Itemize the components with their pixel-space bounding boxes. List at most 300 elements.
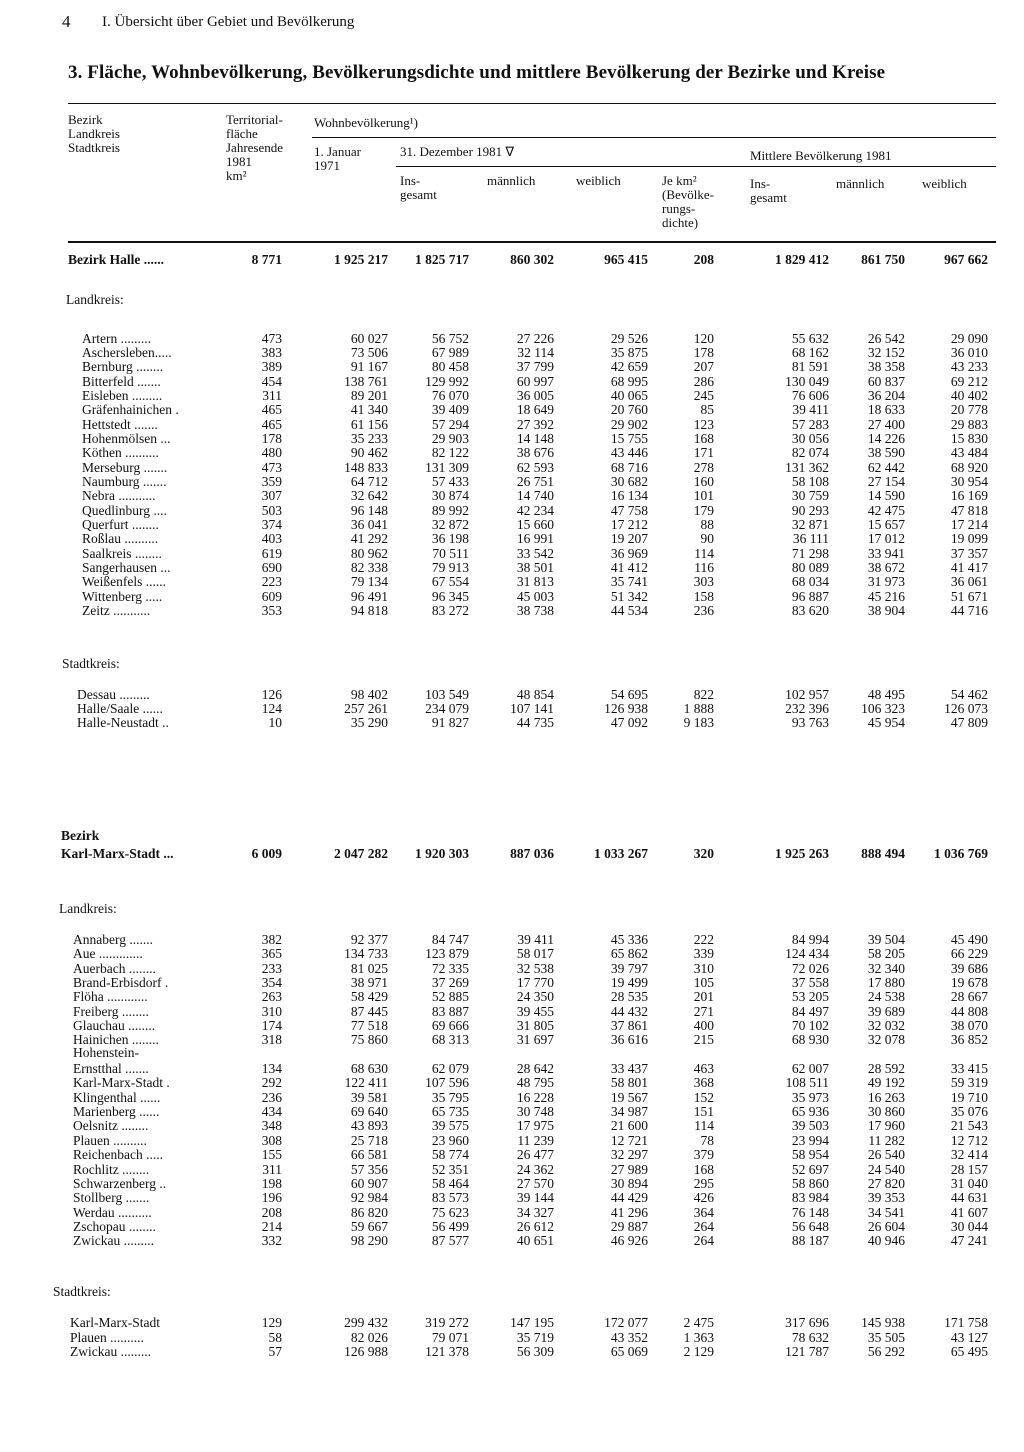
cell-5: 47 092 — [610, 715, 648, 730]
cell-5: 43 352 — [610, 1330, 648, 1345]
cell-4: 30 748 — [516, 1104, 554, 1119]
row-name: Zwickau ......... — [70, 1344, 151, 1359]
cell-1: 57 — [268, 1344, 282, 1359]
cell-6: 9 183 — [683, 715, 714, 730]
cell-1: 10 — [268, 715, 282, 730]
cell-2: 98 402 — [350, 687, 388, 702]
cell-8: 49 192 — [867, 1075, 905, 1090]
cell-6: 2 475 — [683, 1315, 714, 1330]
row-name: Dessau ......... — [77, 687, 150, 702]
cell-1: 619 — [261, 546, 282, 561]
bezirk-total-row — [0, 846, 1024, 861]
table-row — [0, 1162, 1024, 1177]
cell-4: 27 392 — [516, 417, 554, 432]
cell-6: 2 129 — [683, 1344, 714, 1359]
cell-1: 503 — [261, 503, 282, 518]
cell-3: 52 351 — [431, 1162, 469, 1177]
cell-2: 58 429 — [350, 989, 388, 1004]
row-name: Halle-Neustadt .. — [77, 715, 169, 730]
cell-1: 389 — [261, 359, 282, 374]
cell-8: 26 540 — [867, 1147, 905, 1162]
cell-8: 27 820 — [867, 1176, 905, 1191]
cell-6: 160 — [693, 474, 714, 489]
cell-2: 60 907 — [350, 1176, 388, 1191]
row-name: Oelsnitz ........ — [73, 1118, 149, 1133]
cell-2: 82 026 — [350, 1330, 388, 1345]
cell-5: 35 875 — [610, 345, 648, 360]
cell-1: 292 — [261, 1075, 282, 1090]
cell-1: 198 — [261, 1176, 282, 1191]
cell-1: 382 — [261, 932, 282, 947]
cell-8: 48 495 — [867, 687, 905, 702]
cell-7: 131 362 — [785, 460, 829, 475]
cell-4: 18 649 — [516, 402, 554, 417]
cell-9: 28 667 — [950, 989, 988, 1004]
cell-7: 68 930 — [791, 1032, 829, 1047]
cell-6: 303 — [693, 574, 714, 589]
table-row — [0, 589, 1024, 604]
cell-7: 68 034 — [791, 574, 829, 589]
cell-6: 400 — [693, 1018, 714, 1033]
cell-5: 30 894 — [610, 1176, 648, 1191]
cell-5: 33 437 — [610, 1061, 648, 1076]
cell-9: 43 233 — [950, 359, 988, 374]
cell-6: 426 — [693, 1190, 714, 1205]
row-name: Marienberg ...... — [73, 1104, 160, 1119]
cell-2: 96 491 — [350, 589, 388, 604]
cell-1: 58 — [268, 1330, 282, 1345]
cell-9: 32 414 — [950, 1147, 988, 1162]
cell-1: 609 — [261, 589, 282, 604]
cell-9: 54 462 — [950, 687, 988, 702]
cell-8: 17 012 — [867, 531, 905, 546]
cell-6: 120 — [693, 331, 714, 346]
cell-7: 68 162 — [791, 345, 829, 360]
cell-4: 28 642 — [516, 1061, 554, 1076]
cell-6: 78 — [700, 1133, 714, 1148]
cell-7: 39 411 — [792, 402, 829, 417]
cell-2: 77 518 — [350, 1018, 388, 1033]
row-name: Wittenberg ..... — [82, 589, 163, 604]
row-name: Karl-Marx-Stadt — [70, 1315, 160, 1330]
cell-7: 53 205 — [791, 989, 829, 1004]
cell-4: 44 735 — [516, 715, 554, 730]
cell-1: 196 — [261, 1190, 282, 1205]
cell-9: 68 920 — [950, 460, 988, 475]
cell-1: 354 — [261, 975, 282, 990]
cell-2: 86 820 — [350, 1205, 388, 1220]
cell-3: 29 903 — [431, 431, 469, 446]
cell-7: 96 887 — [791, 589, 829, 604]
cell-7: 62 007 — [791, 1061, 829, 1076]
header-bottom-rule — [68, 241, 996, 243]
cell-8: 36 204 — [867, 388, 905, 403]
cell-3: 1 920 303 — [415, 846, 469, 861]
cell-5: 172 077 — [604, 1315, 648, 1330]
cell-7: 32 871 — [791, 517, 829, 532]
cell-2: 299 432 — [344, 1315, 388, 1330]
cell-8: 32 032 — [867, 1018, 905, 1033]
cell-9: 44 716 — [950, 603, 988, 618]
cell-6: 222 — [693, 932, 714, 947]
cell-1: 383 — [261, 345, 282, 360]
cell-5: 41 296 — [610, 1205, 648, 1220]
row-name: Roßlau .......... — [82, 531, 159, 546]
cell-5: 20 760 — [610, 402, 648, 417]
cell-9: 29 883 — [950, 417, 988, 432]
cell-2: 2 047 282 — [334, 846, 388, 861]
row-name: Gräfenhainichen . — [82, 402, 179, 417]
cell-8: 40 946 — [867, 1233, 905, 1248]
header-maennlich: männlich — [487, 173, 536, 188]
cell-7: 93 763 — [791, 715, 829, 730]
cell-5: 19 207 — [610, 531, 648, 546]
table-row — [0, 417, 1024, 432]
cell-4: 38 738 — [516, 603, 554, 618]
row-name: Zschopau ........ — [73, 1219, 156, 1234]
cell-3: 67 989 — [431, 345, 469, 360]
row-name: Weißenfels ...... — [82, 574, 167, 589]
cell-8: 38 904 — [867, 603, 905, 618]
cell-4: 37 799 — [516, 359, 554, 374]
cell-8: 11 282 — [868, 1133, 905, 1148]
cell-8: 34 541 — [867, 1205, 905, 1220]
cell-7: 72 026 — [791, 961, 829, 976]
cell-8: 861 750 — [861, 252, 905, 267]
cell-6: 171 — [693, 445, 714, 460]
table-row — [0, 402, 1024, 417]
cell-6: 264 — [693, 1219, 714, 1234]
cell-3: 1 825 717 — [415, 252, 469, 267]
cell-5: 40 065 — [610, 388, 648, 403]
cell-2: 257 261 — [344, 701, 388, 716]
cell-2: 36 041 — [350, 517, 388, 532]
cell-1: 307 — [261, 488, 282, 503]
cell-1: 263 — [261, 989, 282, 1004]
kms-bezirk-label: Bezirk — [61, 828, 100, 843]
cell-9: 43 484 — [950, 445, 988, 460]
cell-4: 26 751 — [516, 474, 554, 489]
cell-9: 20 778 — [950, 402, 988, 417]
cell-8: 24 538 — [867, 989, 905, 1004]
cell-3: 83 887 — [431, 1004, 469, 1019]
cell-6: 152 — [693, 1090, 714, 1105]
cell-5: 965 415 — [604, 252, 648, 267]
cell-9: 66 229 — [950, 946, 988, 961]
table-row — [0, 1104, 1024, 1119]
cell-5: 44 429 — [610, 1190, 648, 1205]
cell-5: 19 567 — [610, 1090, 648, 1105]
cell-3: 83 573 — [431, 1190, 469, 1205]
cell-3: 234 079 — [425, 701, 469, 716]
cell-3: 131 309 — [425, 460, 469, 475]
cell-6: 158 — [693, 589, 714, 604]
table-row — [0, 460, 1024, 475]
header-top-rule — [68, 103, 996, 104]
cell-6: 90 — [700, 531, 714, 546]
cell-1: 318 — [261, 1032, 282, 1047]
cell-5: 68 716 — [610, 460, 648, 475]
cell-6: 114 — [694, 1118, 714, 1133]
cell-3: 23 960 — [431, 1133, 469, 1148]
cell-4: 40 651 — [516, 1233, 554, 1248]
cell-4: 17 975 — [516, 1118, 554, 1133]
cell-1: 6 009 — [251, 846, 282, 861]
cell-7: 317 696 — [785, 1315, 829, 1330]
cell-4: 33 542 — [516, 546, 554, 561]
cell-5: 29 902 — [610, 417, 648, 432]
cell-7: 84 497 — [791, 1004, 829, 1019]
row-name: Glauchau ........ — [73, 1018, 156, 1033]
row-name: Klingenthal ...... — [73, 1090, 161, 1105]
cell-6: 379 — [693, 1147, 714, 1162]
cell-9: 30 954 — [950, 474, 988, 489]
cell-8: 60 837 — [867, 374, 905, 389]
table-row — [0, 546, 1024, 561]
cell-6: 201 — [693, 989, 714, 1004]
cell-1: 465 — [261, 402, 282, 417]
row-name: Freiberg ........ — [73, 1004, 149, 1019]
cell-3: 56 752 — [431, 331, 469, 346]
cell-1: 348 — [261, 1118, 282, 1133]
cell-9: 30 044 — [950, 1219, 988, 1234]
cell-8: 27 400 — [867, 417, 905, 432]
cell-6: 1 363 — [683, 1330, 714, 1345]
cell-8: 32 340 — [867, 961, 905, 976]
table-row — [0, 503, 1024, 518]
cell-6: 295 — [693, 1176, 714, 1191]
cell-9: 28 157 — [950, 1162, 988, 1177]
row-name: Schwarzenberg .. — [73, 1176, 167, 1191]
cell-4: 887 036 — [510, 846, 554, 861]
table-row — [0, 989, 1024, 1004]
cell-9: 38 070 — [950, 1018, 988, 1033]
cell-5: 58 801 — [610, 1075, 648, 1090]
cell-5: 42 659 — [610, 359, 648, 374]
cell-4: 107 141 — [510, 701, 554, 716]
header-insgesamt: Ins- gesamt — [400, 173, 437, 202]
cell-9: 65 495 — [950, 1344, 988, 1359]
cell-7: 76 148 — [791, 1205, 829, 1220]
cell-2: 43 893 — [350, 1118, 388, 1133]
cell-9: 45 490 — [950, 932, 988, 947]
cell-4: 60 997 — [516, 374, 554, 389]
cell-2: 92 984 — [350, 1190, 388, 1205]
cell-7: 232 396 — [785, 701, 829, 716]
cell-4: 147 195 — [510, 1315, 554, 1330]
cell-6: 245 — [693, 388, 714, 403]
cell-7: 88 187 — [791, 1233, 829, 1248]
cell-8: 45 216 — [867, 589, 905, 604]
table-row — [0, 932, 1024, 947]
cell-5: 17 212 — [610, 517, 648, 532]
table-row — [0, 603, 1024, 618]
row-name: Plauen .......... — [70, 1330, 144, 1345]
cell-2: 75 860 — [350, 1032, 388, 1047]
cell-4: 27 226 — [516, 331, 554, 346]
row-name: Sangerhausen ... — [82, 560, 171, 575]
cell-3: 37 269 — [431, 975, 469, 990]
cell-6: 101 — [693, 488, 714, 503]
header-mittl-maennlich: männlich — [836, 176, 885, 191]
cell-7: 70 102 — [791, 1018, 829, 1033]
cell-7: 102 957 — [785, 687, 829, 702]
cell-4: 27 570 — [516, 1176, 554, 1191]
cell-9: 36 852 — [950, 1032, 988, 1047]
cell-9: 36 061 — [950, 574, 988, 589]
table-row — [0, 1075, 1024, 1090]
cell-9: 44 631 — [950, 1190, 988, 1205]
cell-1: 365 — [261, 946, 282, 961]
cell-5: 30 682 — [610, 474, 648, 489]
cell-4: 860 302 — [510, 252, 554, 267]
cell-1: 374 — [261, 517, 282, 532]
cell-8: 42 475 — [867, 503, 905, 518]
cell-8: 106 323 — [861, 701, 905, 716]
cell-9: 47 809 — [950, 715, 988, 730]
cell-1: 465 — [261, 417, 282, 432]
cell-4: 17 770 — [516, 975, 554, 990]
cell-6: 178 — [693, 345, 714, 360]
kms-landkreis-label: Landkreis: — [59, 901, 117, 916]
table-row — [0, 715, 1024, 730]
row-name: Hohenmölsen ... — [82, 431, 171, 446]
cell-5: 68 995 — [610, 374, 648, 389]
cell-2: 81 025 — [350, 961, 388, 976]
cell-1: 473 — [261, 460, 282, 475]
table-row — [0, 1032, 1024, 1047]
table-row — [0, 345, 1024, 360]
row-name: Bitterfeld ....... — [82, 374, 161, 389]
cell-5: 27 989 — [610, 1162, 648, 1177]
cell-6: 278 — [693, 460, 714, 475]
row-name: Hettstedt ....... — [82, 417, 158, 432]
row-name: Stollberg ....... — [73, 1190, 150, 1205]
cell-9: 59 319 — [950, 1075, 988, 1090]
row-name: Brand-Erbisdorf . — [73, 975, 169, 990]
table-row — [0, 488, 1024, 503]
cell-1: 434 — [261, 1104, 282, 1119]
cell-4: 36 005 — [516, 388, 554, 403]
cell-9: 12 712 — [950, 1133, 988, 1148]
cell-1: 332 — [261, 1233, 282, 1248]
cell-1: 359 — [261, 474, 282, 489]
cell-6: 215 — [693, 1032, 714, 1047]
cell-2: 89 201 — [350, 388, 388, 403]
cell-6: 168 — [693, 1162, 714, 1177]
cell-9: 39 686 — [950, 961, 988, 976]
cell-7: 56 648 — [791, 1219, 829, 1234]
cell-8: 45 954 — [867, 715, 905, 730]
table-row — [0, 531, 1024, 546]
cell-8: 31 973 — [867, 574, 905, 589]
cell-4: 26 612 — [516, 1219, 554, 1234]
cell-9: 33 415 — [950, 1061, 988, 1076]
cell-3: 70 511 — [432, 546, 469, 561]
cell-5: 43 446 — [610, 445, 648, 460]
table-row — [0, 431, 1024, 446]
cell-1: 124 — [261, 701, 282, 716]
cell-5: 21 600 — [610, 1118, 648, 1133]
cell-2: 148 833 — [344, 460, 388, 475]
cell-2: 41 292 — [350, 531, 388, 546]
cell-2: 126 988 — [344, 1344, 388, 1359]
cell-5: 36 969 — [610, 546, 648, 561]
cell-1: 8 771 — [251, 252, 282, 267]
cell-4: 16 991 — [516, 531, 554, 546]
row-name: Aue ............. — [73, 946, 143, 961]
row-name: Karl-Marx-Stadt ... — [61, 846, 174, 861]
bezirk-total-row — [0, 252, 1024, 267]
cell-6: 207 — [693, 359, 714, 374]
row-name: Plauen .......... — [73, 1133, 147, 1148]
cell-7: 30 056 — [791, 431, 829, 446]
cell-7: 121 787 — [785, 1344, 829, 1359]
table-row — [0, 1219, 1024, 1234]
cell-1: 174 — [261, 1018, 282, 1033]
cell-2: 32 642 — [350, 488, 388, 503]
kms-stadtkreis-label: Stadtkreis: — [53, 1284, 111, 1299]
row-name: Nebra ........... — [82, 488, 156, 503]
table-row — [0, 1133, 1024, 1148]
cell-7: 55 632 — [791, 331, 829, 346]
cell-7: 81 591 — [791, 359, 829, 374]
halle-stadtkreis-label: Stadtkreis: — [62, 656, 120, 671]
row-name: Eisleben ......... — [82, 388, 163, 403]
cell-6: 168 — [693, 431, 714, 446]
row-name: Zeitz ........... — [82, 603, 151, 618]
cell-3: 39 409 — [431, 402, 469, 417]
cell-2: 122 411 — [344, 1075, 388, 1090]
row-name: Reichenbach ..... — [73, 1147, 163, 1162]
table-row — [0, 388, 1024, 403]
cell-7: 36 111 — [792, 531, 829, 546]
row-name: Halle/Saale ...... — [77, 701, 163, 716]
cell-5: 37 861 — [610, 1018, 648, 1033]
cell-9: 36 010 — [950, 345, 988, 360]
header-mittlere: Mittlere Bevölkerung 1981 — [750, 148, 892, 163]
cell-2: 61 156 — [350, 417, 388, 432]
cell-2: 59 667 — [350, 1219, 388, 1234]
cell-6: 286 — [693, 374, 714, 389]
cell-1: 480 — [261, 445, 282, 460]
cell-3: 129 992 — [425, 374, 469, 389]
cell-1: 311 — [262, 388, 282, 403]
cell-3: 76 070 — [431, 388, 469, 403]
cell-7: 35 973 — [791, 1090, 829, 1105]
cell-8: 39 353 — [867, 1190, 905, 1205]
cell-1: 308 — [261, 1133, 282, 1148]
cell-8: 62 442 — [867, 460, 905, 475]
cell-2: 79 134 — [350, 574, 388, 589]
cell-4: 58 017 — [516, 946, 554, 961]
cell-8: 32 152 — [867, 345, 905, 360]
cell-7: 65 936 — [791, 1104, 829, 1119]
cell-8: 27 154 — [867, 474, 905, 489]
cell-9: 15 830 — [950, 431, 988, 446]
cell-7: 82 074 — [791, 445, 829, 460]
cell-5: 1 033 267 — [594, 846, 648, 861]
cell-3: 72 335 — [431, 961, 469, 976]
table-row — [0, 1233, 1024, 1248]
row-name: Bezirk Halle ...... — [68, 252, 164, 267]
table-row — [0, 474, 1024, 489]
cell-3: 65 735 — [431, 1104, 469, 1119]
cell-4: 31 805 — [516, 1018, 554, 1033]
cell-2: 87 445 — [350, 1004, 388, 1019]
table-row — [0, 1147, 1024, 1162]
cell-3: 79 913 — [431, 560, 469, 575]
